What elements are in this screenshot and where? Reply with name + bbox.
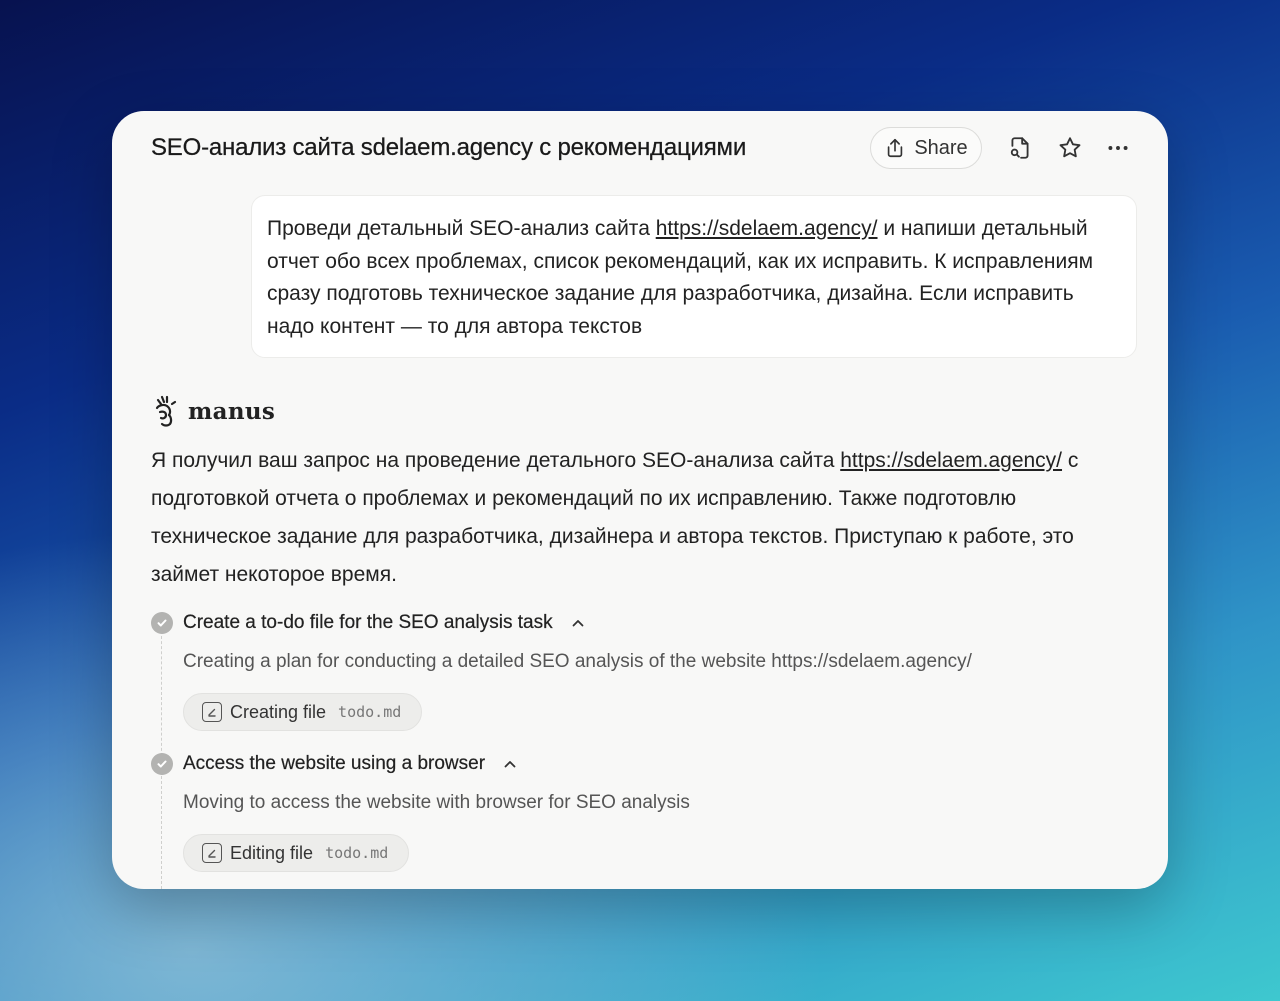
star-icon[interactable] (1057, 135, 1083, 161)
reply-text: Я получил ваш запрос на проведение детального SEO-анализа сайта (151, 449, 841, 472)
edit-file-icon (202, 843, 222, 863)
chip-label: Editing file (230, 842, 314, 863)
share-button[interactable] (870, 127, 982, 169)
step-description: Moving to access the website with browser for SEO analysis (183, 792, 690, 813)
share-label: Share (914, 136, 968, 159)
manus-logo-icon (152, 394, 180, 428)
chip-filename: todo.md (325, 844, 389, 862)
share-icon (884, 137, 906, 159)
edit-file-icon (202, 702, 222, 722)
chip-filename: todo.md (338, 703, 402, 721)
user-message (251, 195, 1137, 358)
user-message-text-continued: и напиши детальный отчет обо всех проблемах, список рекомендаций, как их исправить. К исправлениям сразу подготовь техническое задание для разработчика, дизайна. Если исправить надо контент — то для автора текстов (267, 217, 1094, 338)
check-icon (151, 612, 173, 634)
brand-name: manus (188, 397, 276, 425)
assistant-brand (152, 394, 275, 428)
chat-header (112, 111, 1168, 187)
assistant-reply (151, 442, 1141, 594)
user-message-text: Проведи детальный SEO-анализ сайта (267, 217, 656, 240)
reply-text-continued: с подготовкой отчета о проблемах и рекомендаций по их исправлению. Также подготовлю техническое задание для разработчика, дизайнера и автора текстов. Приступаю к работе, это займет некоторое время. (151, 449, 1079, 586)
more-icon[interactable] (1105, 135, 1131, 161)
step-header[interactable] (151, 612, 585, 634)
step-header[interactable] (151, 753, 517, 775)
chevron-up-icon[interactable] (571, 616, 585, 630)
chevron-up-icon[interactable] (503, 757, 517, 771)
page-title: SEO-анализ сайта sdelaem.agency с рекомендациями (151, 134, 747, 161)
step-title: Create a to-do file for the SEO analysis task (183, 612, 553, 633)
chip-label: Creating file (230, 701, 327, 722)
user-message-link[interactable]: https://sdelaem.agency/ (655, 217, 878, 240)
step-timeline (161, 636, 162, 756)
check-icon (151, 753, 173, 775)
reply-link[interactable]: https://sdelaem.agency/ (840, 449, 1063, 472)
step-timeline (161, 776, 162, 889)
chat-card (112, 111, 1168, 889)
file-chip[interactable] (183, 834, 409, 872)
step-title: Access the website using a browser (183, 753, 486, 774)
file-chip[interactable] (183, 693, 422, 731)
step-description: Creating a plan for conducting a detailed SEO analysis of the website https://sdelaem.agency/ (183, 651, 972, 672)
file-search-icon[interactable] (1007, 135, 1033, 161)
